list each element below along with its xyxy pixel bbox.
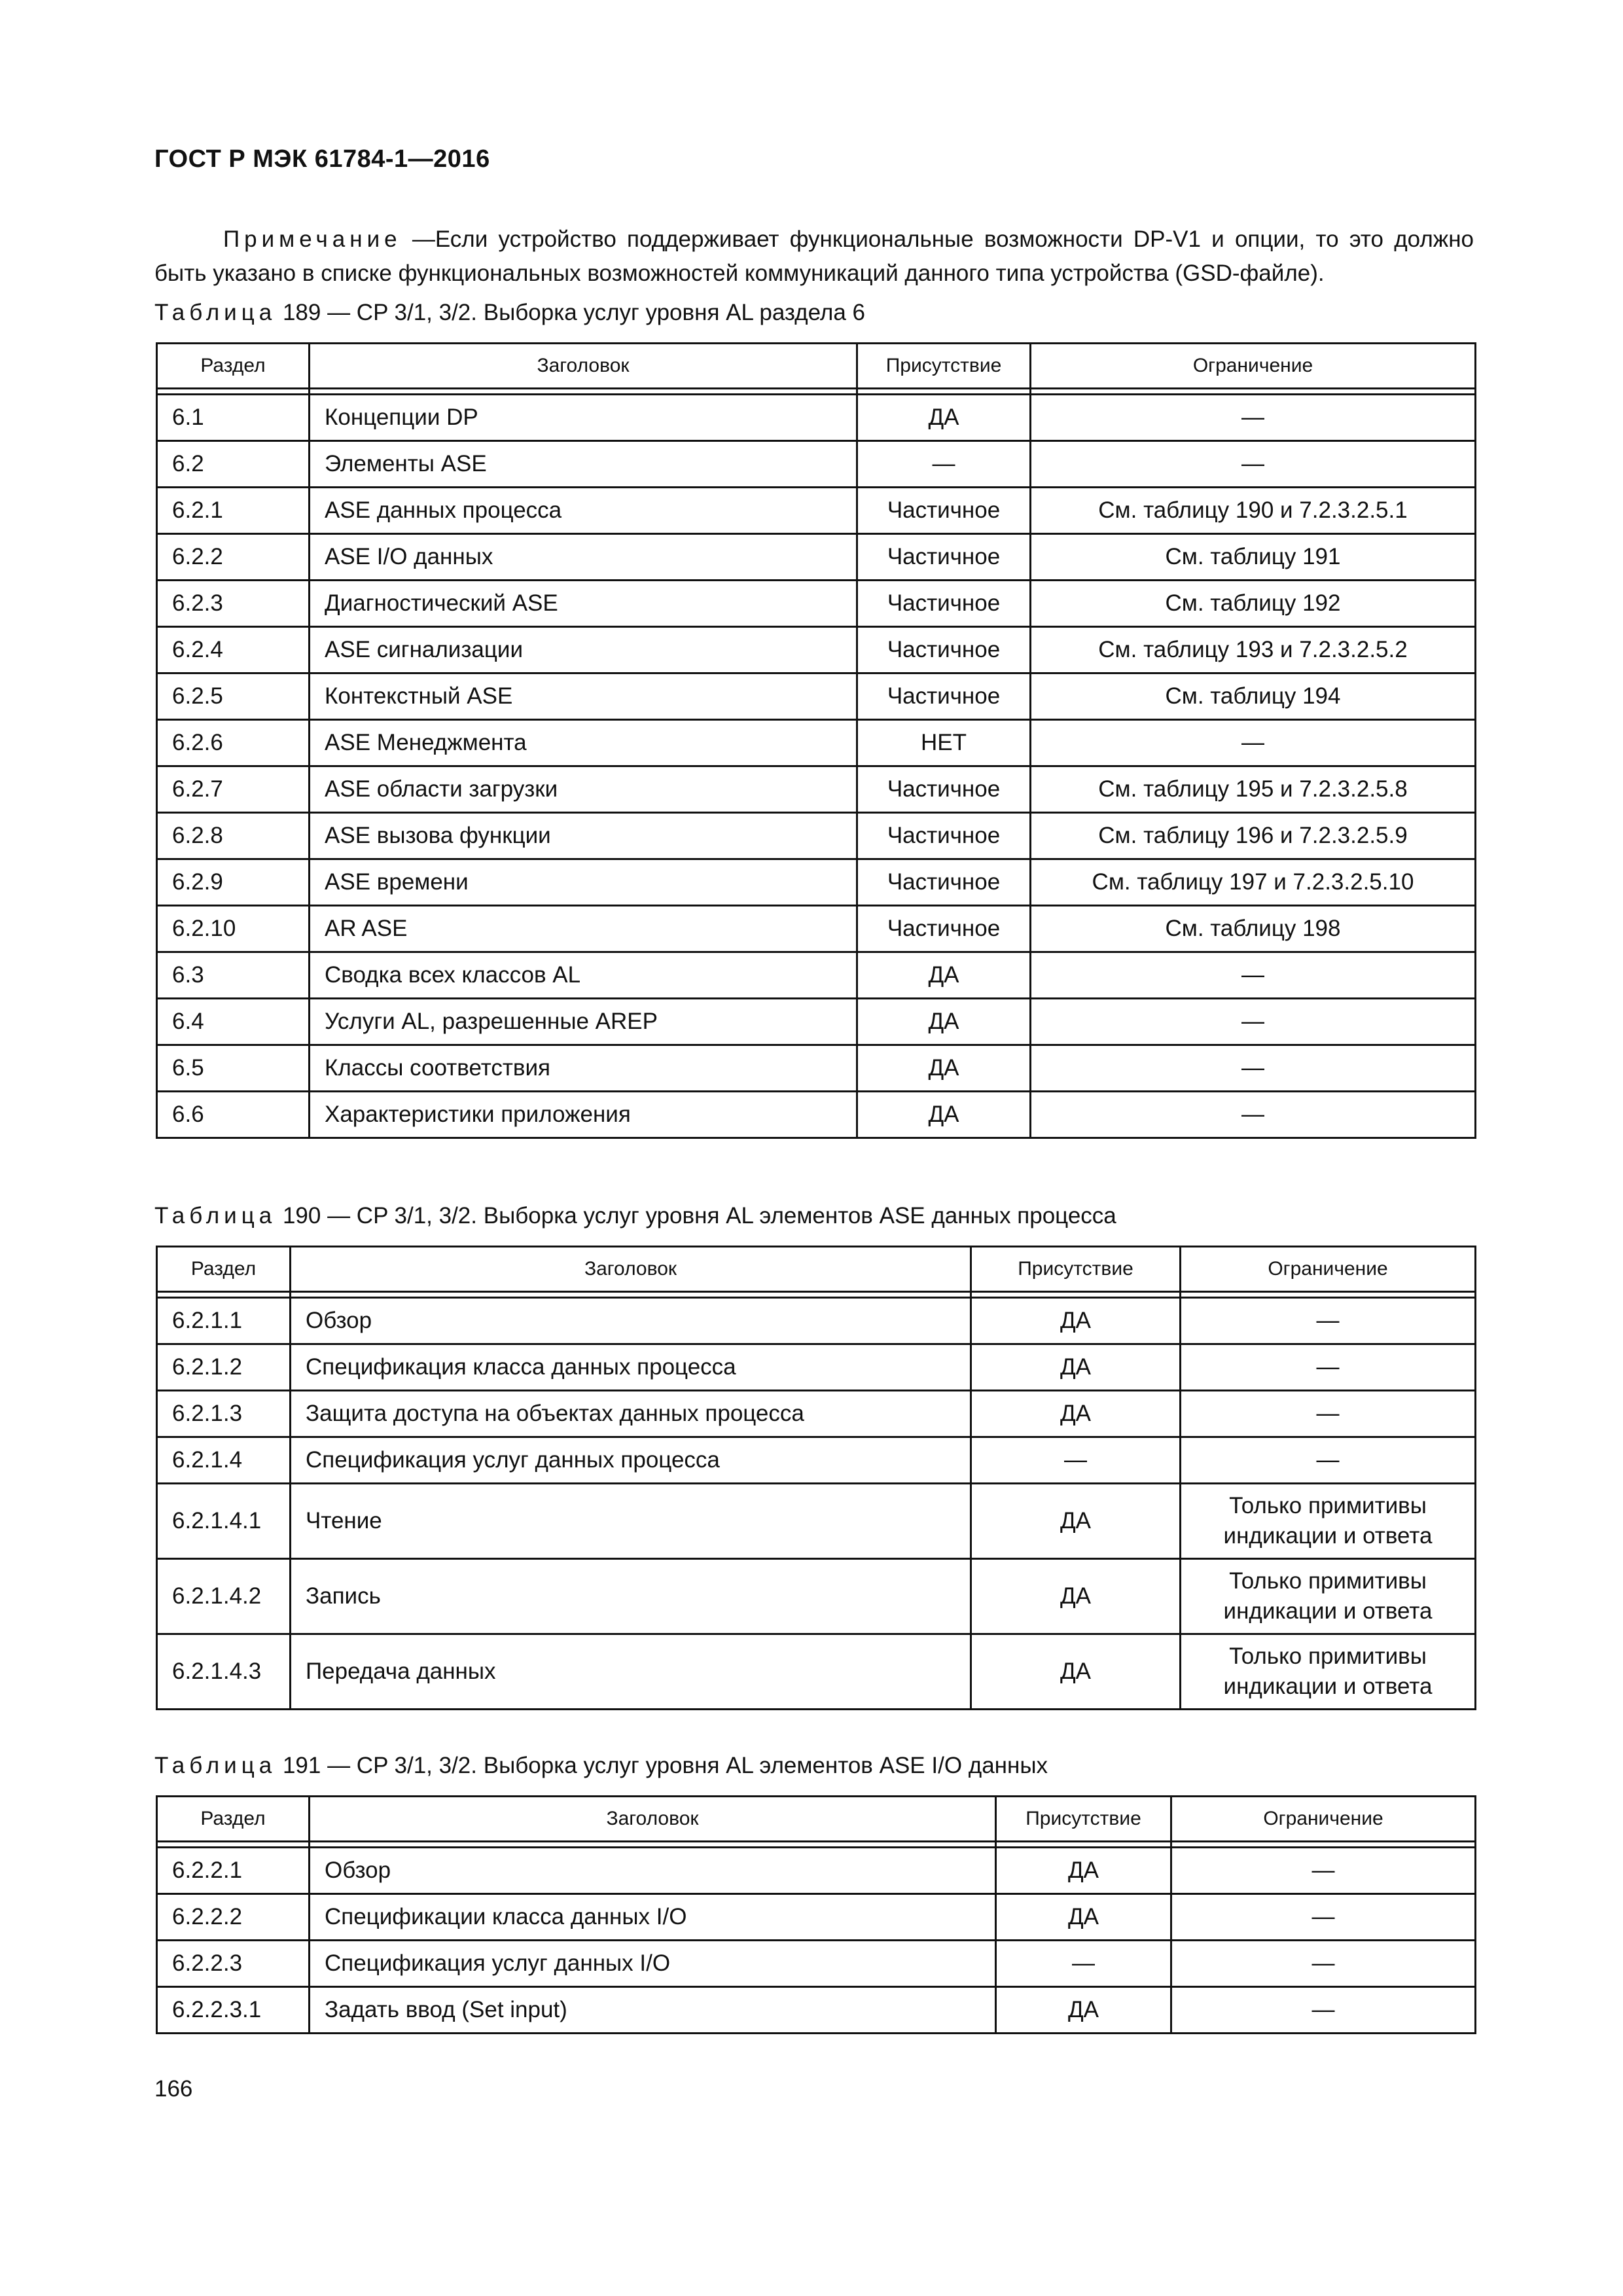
presence-cell: Частичное [857, 627, 1031, 673]
section-cell: 6.2.2.3.1 [157, 1987, 310, 2034]
table-label: Таблица [154, 1753, 277, 1778]
column-header-section: Раздел [157, 1797, 310, 1842]
heading-cell: Обзор [310, 1848, 996, 1894]
table-row [157, 1559, 1476, 1634]
heading-cell: Элементы ASE [310, 441, 857, 488]
section-cell: 6.2.1.4.3 [157, 1634, 291, 1710]
restriction-cell: См. таблицу 191 [1031, 534, 1476, 581]
table-row [157, 1894, 1476, 1941]
restriction-cell: — [1031, 1045, 1476, 1092]
heading-cell: Задать ввод (Set input) [310, 1987, 996, 2034]
table-row [157, 766, 1476, 813]
heading-cell: Диагностический ASE [310, 581, 857, 627]
presence-cell: — [971, 1437, 1181, 1484]
column-header-restriction: Ограничение [1031, 344, 1476, 389]
section-cell: 6.2.1.2 [157, 1344, 291, 1391]
table-row [157, 999, 1476, 1045]
presence-cell: ДА [971, 1344, 1181, 1391]
restriction-cell: — [1181, 1344, 1476, 1391]
section-cell: 6.2.4 [157, 627, 310, 673]
heading-cell: Концепции DP [310, 395, 857, 441]
column-header-presence: Присутствие [971, 1247, 1181, 1292]
section-cell: 6.2.10 [157, 906, 310, 952]
restriction-cell: — [1171, 1848, 1476, 1894]
table-row [157, 395, 1476, 441]
note-label: Примечание [223, 226, 402, 252]
restriction-cell: — [1171, 1894, 1476, 1941]
restriction-cell: Только примитивы индикации и ответа [1181, 1484, 1476, 1559]
presence-cell: Частичное [857, 813, 1031, 859]
table-row [157, 1391, 1476, 1437]
table-caption-text: 190 — CP 3/1, 3/2. Выборка услуг уровня AL элементов ASE данных процесса [276, 1203, 1116, 1229]
column-header-heading: Заголовок [291, 1247, 971, 1292]
heading-cell: Передача данных [291, 1634, 971, 1710]
heading-cell: Спецификации класса данных I/O [310, 1894, 996, 1941]
presence-cell: ДА [857, 395, 1031, 441]
table-label: Таблица [154, 300, 277, 325]
heading-cell: Спецификация услуг данных I/O [310, 1941, 996, 1987]
heading-cell: ASE области загрузки [310, 766, 857, 813]
note-text: —Если устройство поддерживает функциональные возможности DP-V1 и опции, то это должно быть указано в списке функциональных возможностей коммуникаций данного типа устройства (GSD-файле). [154, 226, 1474, 286]
section-cell: 6.2.7 [157, 766, 310, 813]
table-190-caption [154, 1203, 1116, 1229]
heading-cell: Защита доступа на объектах данных процесса [291, 1391, 971, 1437]
table-label: Таблица [154, 1203, 277, 1229]
table-row [157, 1941, 1476, 1987]
table-row [157, 1045, 1476, 1092]
table-row [157, 581, 1476, 627]
heading-cell: Характеристики приложения [310, 1092, 857, 1138]
presence-cell: ДА [971, 1634, 1181, 1710]
restriction-cell: — [1181, 1437, 1476, 1484]
section-cell: 6.2.2.3 [157, 1941, 310, 1987]
table-row [157, 1092, 1476, 1138]
heading-cell: Обзор [291, 1298, 971, 1344]
restriction-cell: См. таблицу 190 и 7.2.3.2.5.1 [1031, 488, 1476, 534]
restriction-cell: См. таблицу 198 [1031, 906, 1476, 952]
table-caption-text: 189 — CP 3/1, 3/2. Выборка услуг уровня AL раздела 6 [276, 300, 865, 325]
table-row [157, 488, 1476, 534]
presence-cell: ДА [857, 1092, 1031, 1138]
column-header-heading: Заголовок [310, 344, 857, 389]
presence-cell: Частичное [857, 488, 1031, 534]
presence-cell: Частичное [857, 906, 1031, 952]
presence-cell: ДА [996, 1987, 1171, 2034]
presence-cell: Частичное [857, 859, 1031, 906]
section-cell: 6.6 [157, 1092, 310, 1138]
heading-cell: ASE данных процесса [310, 488, 857, 534]
presence-cell: Частичное [857, 673, 1031, 720]
column-header-presence: Присутствие [857, 344, 1031, 389]
heading-cell: Чтение [291, 1484, 971, 1559]
table-row [157, 1987, 1476, 2034]
restriction-cell: — [1181, 1391, 1476, 1437]
section-cell: 6.2.2.2 [157, 1894, 310, 1941]
table-row [157, 673, 1476, 720]
restriction-cell: — [1031, 1092, 1476, 1138]
presence-cell: ДА [857, 952, 1031, 999]
column-header-heading: Заголовок [310, 1797, 996, 1842]
presence-cell: — [996, 1941, 1171, 1987]
section-cell: 6.2.6 [157, 720, 310, 766]
restriction-cell: — [1171, 1941, 1476, 1987]
presence-cell: Частичное [857, 766, 1031, 813]
heading-cell: ASE I/O данных [310, 534, 857, 581]
section-cell: 6.2.8 [157, 813, 310, 859]
restriction-cell: — [1031, 395, 1476, 441]
section-cell: 6.5 [157, 1045, 310, 1092]
presence-cell: — [857, 441, 1031, 488]
table-caption-text: 191 — CP 3/1, 3/2. Выборка услуг уровня AL элементов ASE I/O данных [276, 1753, 1048, 1778]
section-cell: 6.2.1.4.1 [157, 1484, 291, 1559]
restriction-cell: Только примитивы индикации и ответа [1181, 1634, 1476, 1710]
restriction-cell: См. таблицу 193 и 7.2.3.2.5.2 [1031, 627, 1476, 673]
page-header: ГОСТ Р МЭК 61784-1—2016 [154, 145, 490, 173]
presence-cell: ДА [996, 1848, 1171, 1894]
presence-cell: ДА [857, 1045, 1031, 1092]
heading-cell: Запись [291, 1559, 971, 1634]
table-row [157, 1344, 1476, 1391]
table-190 [156, 1246, 1476, 1710]
restriction-cell: См. таблицу 194 [1031, 673, 1476, 720]
restriction-cell: См. таблицу 195 и 7.2.3.2.5.8 [1031, 766, 1476, 813]
section-cell: 6.1 [157, 395, 310, 441]
table-row [157, 1298, 1476, 1344]
section-cell: 6.2.1.4.2 [157, 1559, 291, 1634]
table-row [157, 1484, 1476, 1559]
heading-cell: Спецификация класса данных процесса [291, 1344, 971, 1391]
table-191 [156, 1795, 1476, 2034]
table-row [157, 952, 1476, 999]
table-row [157, 534, 1476, 581]
section-cell: 6.2.2 [157, 534, 310, 581]
table-row [157, 1437, 1476, 1484]
section-cell: 6.2.5 [157, 673, 310, 720]
table-row [157, 1634, 1476, 1710]
column-header-restriction: Ограничение [1181, 1247, 1476, 1292]
section-cell: 6.2.1.4 [157, 1437, 291, 1484]
heading-cell: ASE Менеджмента [310, 720, 857, 766]
column-header-restriction: Ограничение [1171, 1797, 1476, 1842]
heading-cell: Контекстный ASE [310, 673, 857, 720]
heading-cell: ASE времени [310, 859, 857, 906]
section-cell: 6.2 [157, 441, 310, 488]
column-header-section: Раздел [157, 1247, 291, 1292]
presence-cell: ДА [971, 1298, 1181, 1344]
restriction-cell: — [1031, 952, 1476, 999]
section-cell: 6.2.1.3 [157, 1391, 291, 1437]
section-cell: 6.2.3 [157, 581, 310, 627]
restriction-cell: — [1171, 1987, 1476, 2034]
table-row [157, 627, 1476, 673]
table-row [157, 859, 1476, 906]
restriction-cell: См. таблицу 196 и 7.2.3.2.5.9 [1031, 813, 1476, 859]
presence-cell: ДА [971, 1484, 1181, 1559]
presence-cell: ДА [857, 999, 1031, 1045]
restriction-cell: — [1031, 720, 1476, 766]
table-189 [156, 342, 1476, 1139]
restriction-cell: — [1181, 1298, 1476, 1344]
restriction-cell: Только примитивы индикации и ответа [1181, 1559, 1476, 1634]
presence-cell: Частичное [857, 534, 1031, 581]
restriction-cell: См. таблицу 197 и 7.2.3.2.5.10 [1031, 859, 1476, 906]
section-cell: 6.4 [157, 999, 310, 1045]
heading-cell: Классы соответствия [310, 1045, 857, 1092]
column-header-section: Раздел [157, 344, 310, 389]
heading-cell: Сводка всех классов AL [310, 952, 857, 999]
heading-cell: ASE вызова функции [310, 813, 857, 859]
table-row [157, 906, 1476, 952]
note-paragraph [154, 223, 1474, 291]
presence-cell: ДА [971, 1391, 1181, 1437]
section-cell: 6.2.1.1 [157, 1298, 291, 1344]
heading-cell: Услуги AL, разрешенные AREP [310, 999, 857, 1045]
restriction-cell: — [1031, 999, 1476, 1045]
table-row [157, 813, 1476, 859]
table-row [157, 1848, 1476, 1894]
table-row [157, 720, 1476, 766]
heading-cell: Спецификация услуг данных процесса [291, 1437, 971, 1484]
restriction-cell: — [1031, 441, 1476, 488]
heading-cell: AR ASE [310, 906, 857, 952]
presence-cell: ДА [996, 1894, 1171, 1941]
column-header-presence: Присутствие [996, 1797, 1171, 1842]
presence-cell: ДА [971, 1559, 1181, 1634]
presence-cell: Частичное [857, 581, 1031, 627]
presence-cell: НЕТ [857, 720, 1031, 766]
section-cell: 6.2.2.1 [157, 1848, 310, 1894]
table-189-caption [154, 300, 865, 326]
restriction-cell: См. таблицу 192 [1031, 581, 1476, 627]
page-number: 166 [154, 2076, 193, 2102]
table-191-caption [154, 1753, 1048, 1779]
section-cell: 6.2.9 [157, 859, 310, 906]
heading-cell: ASE сигнализации [310, 627, 857, 673]
table-row [157, 441, 1476, 488]
section-cell: 6.3 [157, 952, 310, 999]
section-cell: 6.2.1 [157, 488, 310, 534]
